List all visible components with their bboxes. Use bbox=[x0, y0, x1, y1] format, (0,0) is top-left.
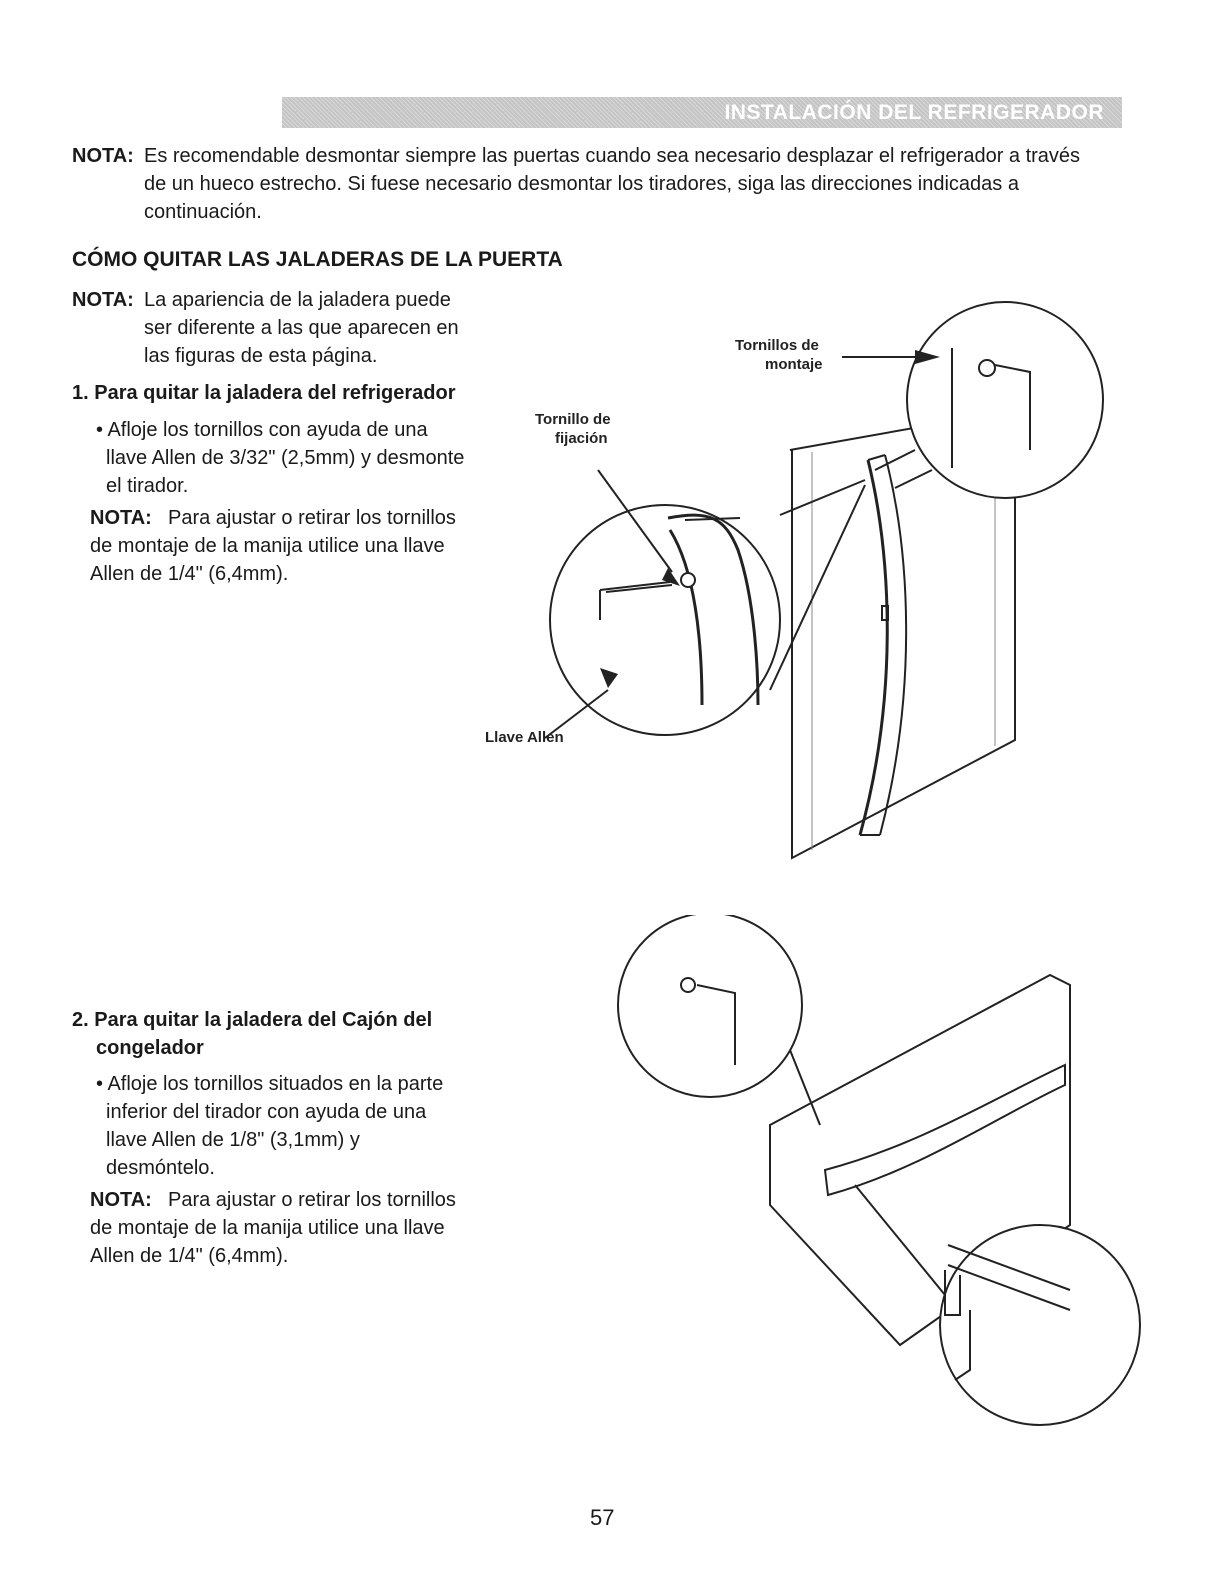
step-1-bullet-line-2: llave Allen de 3/32" (2,5mm) y desmonte bbox=[106, 447, 465, 469]
top-note-text: Es recomendable desmontar siempre las puertas cuando sea necesario desplazar el refrigerador a través de un hueco estrecho. Si fuese necesario desmontar los tiradores, siga las direcciones indicadas a continuación. bbox=[144, 145, 1081, 223]
step-1-note-label: NOTA: bbox=[90, 507, 152, 529]
allen-key-label: Llave Allen bbox=[485, 729, 564, 746]
freezer-drawer-handle-diagram bbox=[600, 915, 1150, 1435]
step-2-bullet-line-1: • Afloje los tornillos situados en la parte bbox=[96, 1073, 444, 1095]
appearance-note-line-2: ser diferente a las que aparecen en bbox=[144, 317, 459, 339]
step-1-bullet-line-3: el tirador. bbox=[106, 475, 189, 497]
step-2-note-line-2: de montaje de la manija utilice una llave bbox=[90, 1217, 445, 1239]
door-handle-diagram bbox=[440, 290, 1130, 880]
step-1-note-line-1: Para ajustar o retirar los tornillos bbox=[168, 507, 456, 529]
appearance-note-label: NOTA: bbox=[72, 289, 134, 311]
top-note-label: NOTA: bbox=[72, 145, 134, 167]
step-1-bullet-line-1: • Afloje los tornillos con ayuda de una bbox=[96, 419, 428, 441]
appearance-note-line-3: las figuras de esta página. bbox=[144, 345, 378, 367]
drawer-screw-detail-circle bbox=[618, 915, 802, 1097]
set-screw-label-line-2: fijación bbox=[555, 430, 608, 447]
step-2-bullet-line-3: llave Allen de 1/8" (3,1mm) y bbox=[106, 1129, 360, 1151]
step-2-note-line-3: Allen de 1/4" (6,4mm). bbox=[90, 1245, 289, 1267]
appearance-note-line-1: La apariencia de la jaladera puede bbox=[144, 289, 451, 311]
top-note bbox=[72, 142, 1122, 226]
step-1-note-line-2: de montaje de la manija utilice una llave bbox=[90, 535, 445, 557]
mounting-screw-icon bbox=[979, 360, 995, 376]
set-screw-icon bbox=[681, 573, 695, 587]
section-header-title: INSTALACIÓN DEL REFRIGERADOR bbox=[724, 100, 1104, 124]
step-2-note-line-1: Para ajustar o retirar los tornillos bbox=[168, 1189, 456, 1211]
drawer-screw-icon bbox=[681, 978, 695, 992]
step-2-bullet-line-2: inferior del tirador con ayuda de una bbox=[106, 1101, 427, 1123]
step-2-note-label: NOTA: bbox=[90, 1189, 152, 1211]
step-2-title-line-1: 2. Para quitar la jaladera del Cajón del bbox=[72, 1009, 433, 1031]
mounting-screws-label-line-1: Tornillos de bbox=[735, 337, 819, 354]
mounting-screw-detail-circle bbox=[907, 302, 1103, 498]
step-2-title-line-2: congelador bbox=[96, 1037, 204, 1059]
step-1-note-line-3: Allen de 1/4" (6,4mm). bbox=[90, 563, 289, 585]
step-1-title: 1. Para quitar la jaladera del refrigerador bbox=[72, 382, 456, 404]
mounting-screws-label-line-2: montaje bbox=[765, 356, 823, 373]
step-2-bullet-line-4: desmóntelo. bbox=[106, 1157, 215, 1179]
set-screw-detail-circle bbox=[550, 505, 780, 735]
section-header-band bbox=[282, 97, 1122, 128]
page-number: 57 bbox=[590, 1505, 615, 1530]
section-title: CÓMO QUITAR LAS JALADERAS DE LA PUERTA bbox=[72, 248, 563, 271]
set-screw-label-line-1: Tornillo de bbox=[535, 411, 611, 428]
